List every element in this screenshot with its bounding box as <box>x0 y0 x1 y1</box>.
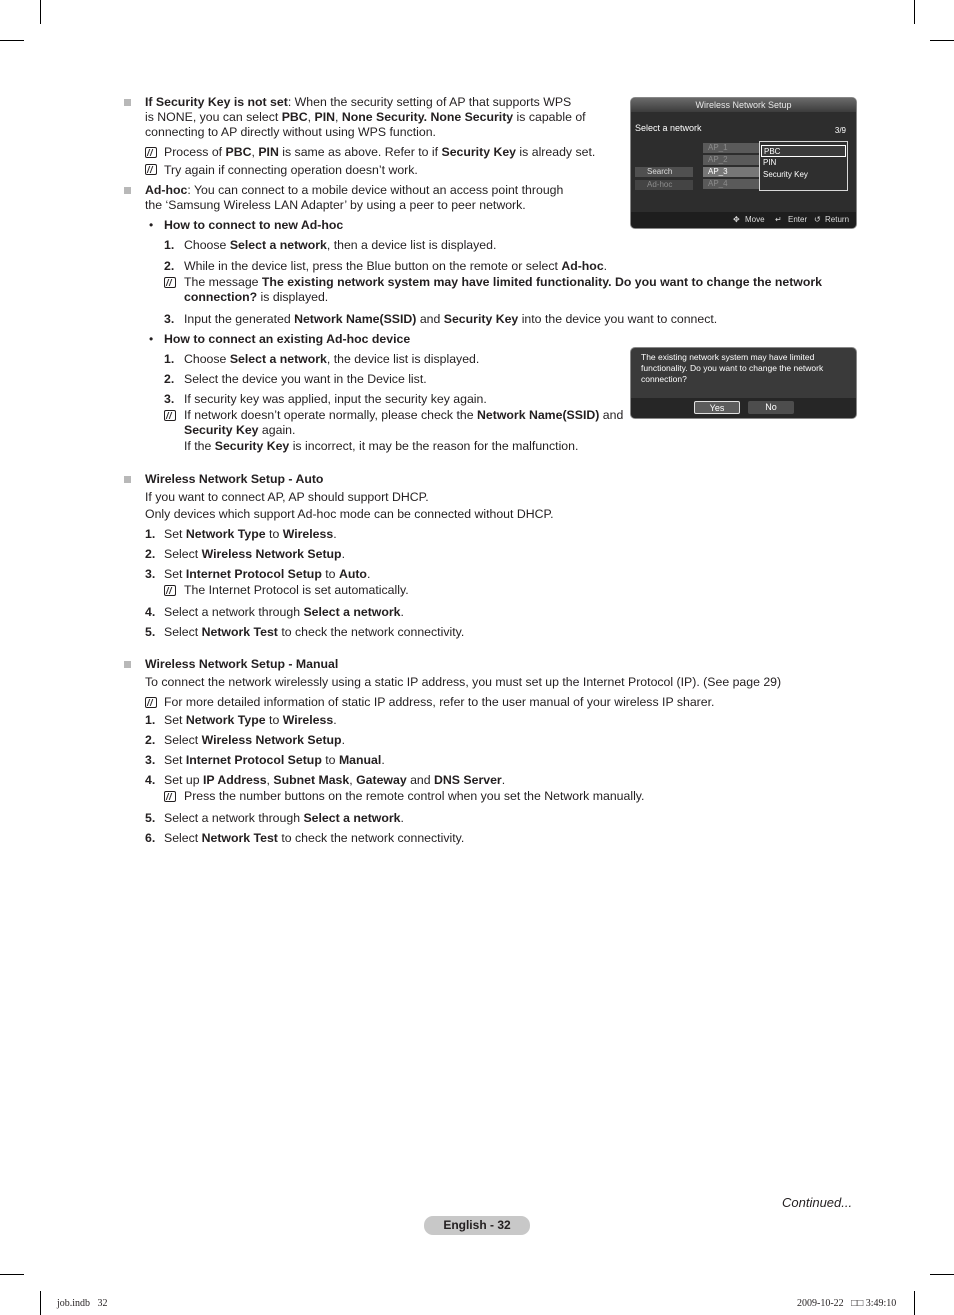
square-bullet-icon <box>124 661 131 668</box>
sec2-step1: Choose Select a network, then a device list is displayed. <box>184 238 497 252</box>
sec4-step5: Select a network through Select a network. <box>164 811 404 825</box>
sec2-step2-note-cont: connection? is displayed. <box>184 290 329 304</box>
dot-bullet-icon: • <box>149 218 154 232</box>
sec3-line2: Only devices which support Ad-hoc mode can be connected without DHCP. <box>145 507 554 521</box>
note-icon <box>145 697 157 708</box>
step-number: 5. <box>145 811 156 825</box>
sec4-line1: To connect the network wirelessly using a static IP address, you must set up the Internet Protocol (IP). (See page 29) <box>145 675 782 689</box>
move-icon: ✥ <box>733 215 740 224</box>
sec3-step5: Select Network Test to check the network connectivity. <box>164 625 465 639</box>
crop-mark <box>40 0 41 24</box>
option-pbc[interactable]: PBC <box>761 145 846 157</box>
print-timestamp: 2009-10-22 □□ 3:49:10 <box>797 1298 897 1309</box>
sec1-note1: Process of PBC, PIN is same as above. Refer to if Security Key is already set. <box>164 145 596 159</box>
crop-mark <box>40 1291 41 1315</box>
sec2-sub2-note3: If the Security Key is incorrect, it may be the reason for the malfunction. <box>184 439 579 453</box>
sec2-sub2-note2: Security Key again. <box>184 423 296 437</box>
sec2-sub2-note1: If network doesn’t operate normally, please check the Network Name(SSID) and <box>184 408 624 422</box>
dialog-message-line2: functionality. Do you want to change the network <box>641 363 824 373</box>
ap-item[interactable]: AP_1 <box>703 143 759 153</box>
no-button[interactable]: No <box>748 401 794 414</box>
move-label: Move <box>745 215 765 224</box>
sec4-step2: Select Wireless Network Setup. <box>164 733 345 747</box>
crop-mark <box>914 1291 915 1315</box>
sec3-line1: If you want to connect AP, AP should support DHCP. <box>145 490 429 504</box>
step-number: 1. <box>145 527 156 541</box>
note-icon <box>164 585 176 596</box>
crop-mark <box>930 40 954 41</box>
sec1-line2: is NONE, you can select PBC, PIN, None Security. None Security is capable of <box>145 110 586 124</box>
sec4-heading: Wireless Network Setup - Manual <box>145 657 339 671</box>
dot-bullet-icon: • <box>149 332 154 346</box>
step-number: 3. <box>164 312 175 326</box>
sec4-step3: Set Internet Protocol Setup to Manual. <box>164 753 385 767</box>
note-icon <box>164 410 176 421</box>
sec2-sub1: How to connect to new Ad-hoc <box>164 218 344 232</box>
sec2-sub2-step1: Choose Select a network, the device list is displayed. <box>184 352 480 366</box>
sec3-step2: Select Wireless Network Setup. <box>164 547 345 561</box>
adhoc-confirm-dialog <box>630 347 857 419</box>
yes-button[interactable]: Yes <box>694 401 740 414</box>
step-number: 3. <box>164 392 175 406</box>
sec3-step1: Set Network Type to Wireless. <box>164 527 337 541</box>
step-number: 1. <box>164 238 175 252</box>
sec2-line2: the ‘Samsung Wireless LAN Adapter’ by using a peer to peer network. <box>145 198 526 212</box>
option-pin[interactable]: PIN <box>763 158 777 167</box>
step-number: 2. <box>145 547 156 561</box>
ap-item[interactable]: AP_4 <box>703 179 759 189</box>
sec1-note2: Try again if connecting operation doesn’t work. <box>164 163 418 177</box>
note-icon <box>164 277 176 288</box>
file-name: job.indb 32 <box>57 1298 108 1309</box>
note-icon <box>164 791 176 802</box>
dialog-button-bar <box>631 398 856 419</box>
step-number: 2. <box>164 259 175 273</box>
continued-label: Continued... <box>782 1195 853 1210</box>
step-number: 6. <box>145 831 156 845</box>
note-icon <box>145 164 157 175</box>
sec4-note2: Press the number buttons on the remote control when you set the Network manually. <box>184 789 645 803</box>
wireless-setup-screen <box>630 97 857 229</box>
square-bullet-icon <box>124 99 131 106</box>
sec2-step2-note: The message The existing network system may have limited functionality. Do you want to change the network <box>184 275 822 289</box>
enter-label: Enter <box>788 215 808 224</box>
dialog-message-line1: The existing network system may have limited <box>641 352 815 362</box>
sec2-step3: Input the generated Network Name(SSID) and Security Key into the device you want to connect. <box>184 312 718 326</box>
page-indicator: 3/9 <box>834 126 846 135</box>
sec4-step1: Set Network Type to Wireless. <box>164 713 337 727</box>
sec3-heading: Wireless Network Setup - Auto <box>145 472 324 486</box>
screen-footer <box>631 212 856 228</box>
return-icon: ↺ <box>814 215 821 224</box>
sec2-sub2-step3: If security key was applied, input the security key again. <box>184 392 487 406</box>
square-bullet-icon <box>124 476 131 483</box>
select-network-label: Select a network <box>635 123 702 133</box>
crop-mark <box>930 1274 954 1275</box>
step-number: 5. <box>145 625 156 639</box>
ap-item[interactable]: AP_2 <box>703 155 759 165</box>
step-number: 2. <box>164 372 175 386</box>
ap-item-selected[interactable]: AP_3 <box>703 167 759 177</box>
sec2-step2: While in the device list, press the Blue button on the remote or select Ad-hoc. <box>184 259 608 273</box>
screen-title: Wireless Network Setup <box>631 98 856 112</box>
sec3-step4: Select a network through Select a network. <box>164 605 404 619</box>
search-button[interactable]: Search <box>635 167 693 177</box>
page-number: English - 32 <box>424 1216 530 1235</box>
sec1-line3: connecting to AP directly without using WPS function. <box>145 125 436 139</box>
step-number: 4. <box>145 605 156 619</box>
sec4-note1: For more detailed information of static IP address, refer to the user manual of your wireless IP sharer. <box>164 695 715 709</box>
step-number: 4. <box>145 773 156 787</box>
sec1-line1: If Security Key is not set: When the security setting of AP that supports WPS <box>145 95 572 109</box>
step-number: 3. <box>145 567 156 581</box>
square-bullet-icon <box>124 187 131 194</box>
sec2-line1: Ad-hoc: You can connect to a mobile device without an access point through <box>145 183 564 197</box>
option-security-key[interactable]: Security Key <box>763 170 808 179</box>
crop-mark <box>914 0 915 24</box>
dialog-message-line3: connection? <box>641 374 687 384</box>
adhoc-button[interactable]: Ad-hoc <box>635 180 693 190</box>
sec2-sub2: How to connect an existing Ad-hoc device <box>164 332 411 346</box>
sec3-step3: Set Internet Protocol Setup to Auto. <box>164 567 371 581</box>
return-label: Return <box>825 215 850 224</box>
crop-mark <box>0 40 24 41</box>
crop-mark <box>0 1274 24 1275</box>
step-number: 1. <box>145 713 156 727</box>
security-options-list <box>759 141 848 191</box>
sec2-sub2-step2: Select the device you want in the Device list. <box>184 372 427 386</box>
enter-icon: ↵ <box>775 215 782 224</box>
sec4-step6: Select Network Test to check the network connectivity. <box>164 831 465 845</box>
sec3-note: The Internet Protocol is set automatically. <box>184 583 409 597</box>
step-number: 1. <box>164 352 175 366</box>
note-icon <box>145 147 157 158</box>
step-number: 3. <box>145 753 156 767</box>
sec4-step4: Set up IP Address, Subnet Mask, Gateway and DNS Server. <box>164 773 506 787</box>
step-number: 2. <box>145 733 156 747</box>
